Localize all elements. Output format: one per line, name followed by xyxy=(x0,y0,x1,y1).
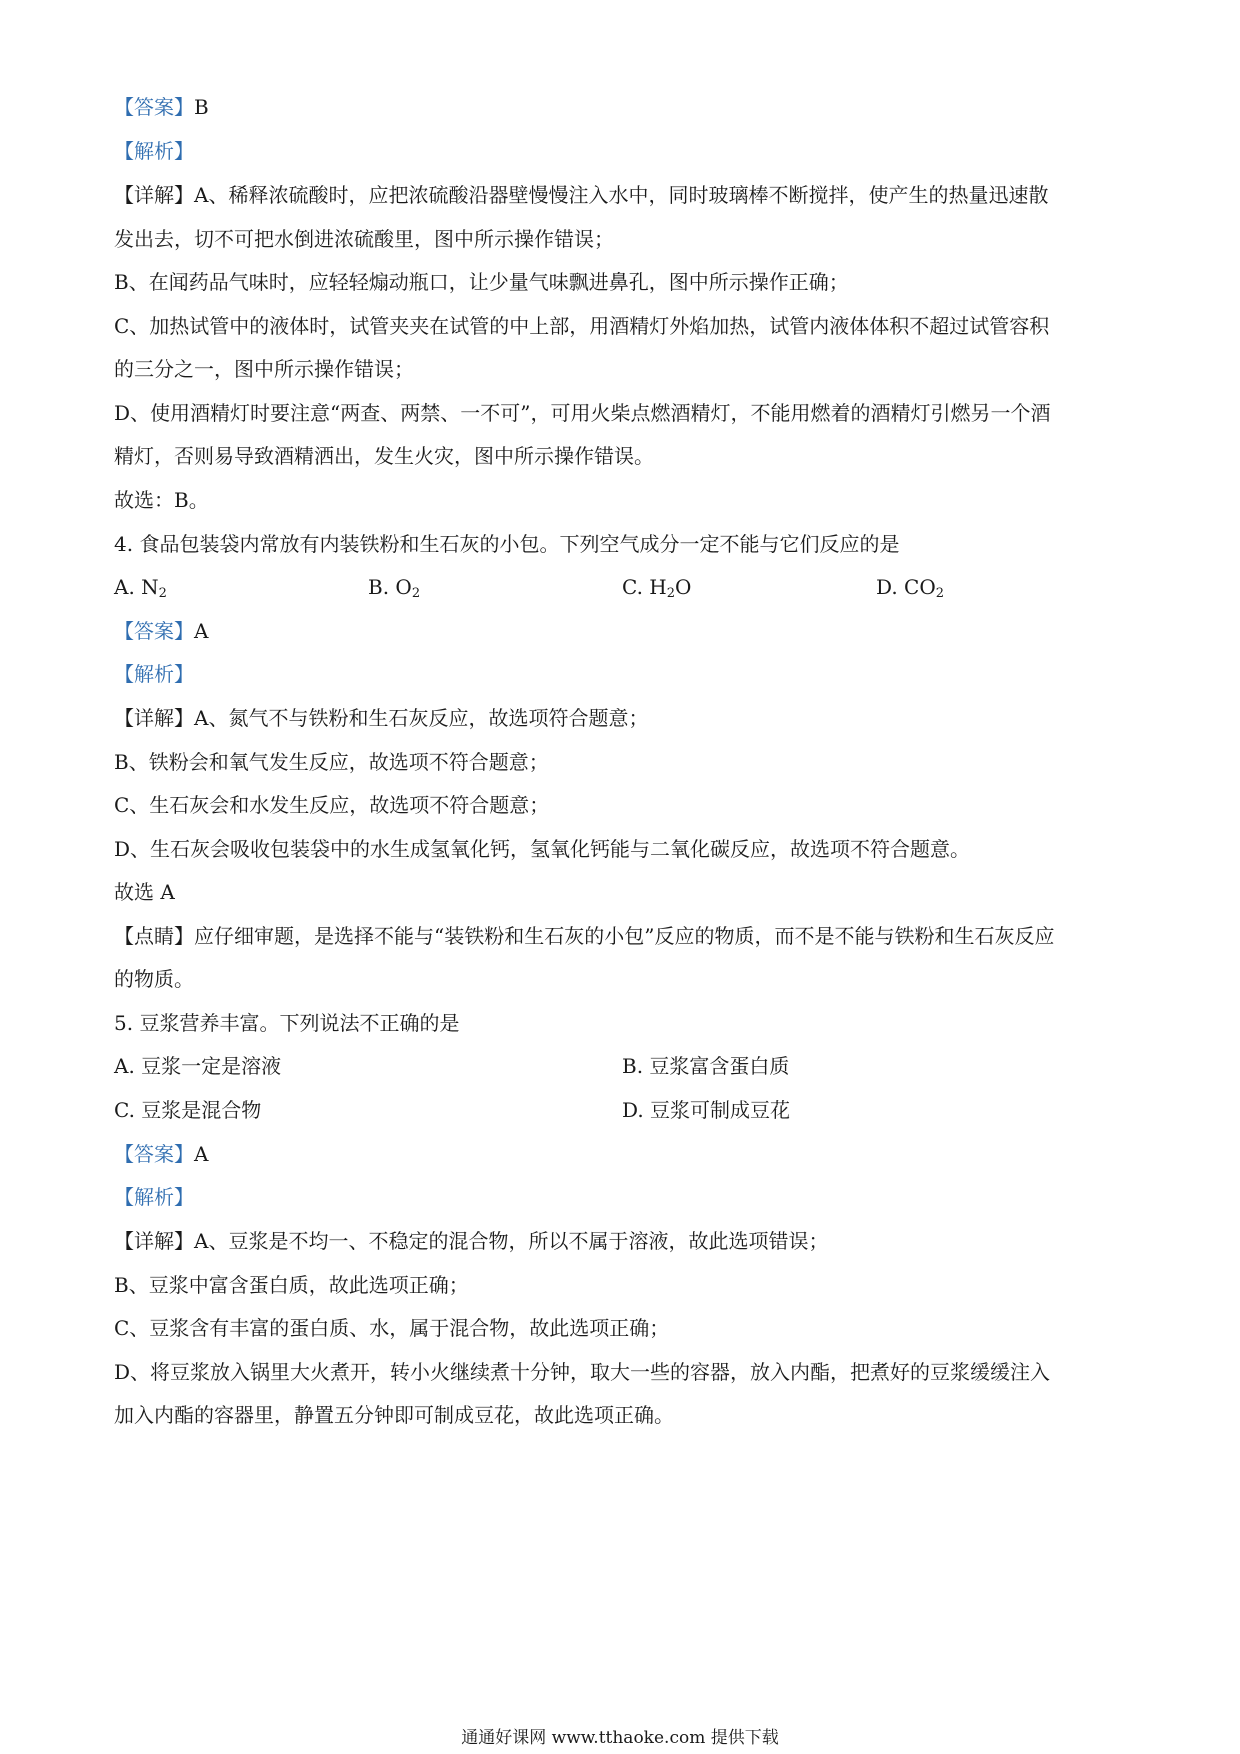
footer-source: 通通好课网 www.tthaoke.com 提供下载 xyxy=(461,1728,779,1748)
q5-detail-line: D、将豆浆放入锅里大火煮开，转小火继续煮十分钟，取大一些的容器，放入内酯，把煮好的豆浆缓缓注入 xyxy=(114,1360,1051,1384)
q3-detail-line: D、使用酒精灯时要注意“两查、两禁、一不可”，可用火柴点燃酒精灯，不能用燃着的酒精灯引燃另一个酒 xyxy=(114,401,1051,425)
q4-detail-line xyxy=(114,704,1130,732)
q4-answer-line xyxy=(114,617,1130,645)
q4-options xyxy=(114,573,1130,601)
q4-detail-line: B、铁粉会和氧气发生反应，故选项不符合题意； xyxy=(114,750,549,774)
answer-value: A xyxy=(194,619,209,643)
q3-detail-line: 精灯，否则易导致酒精洒出，发生火灾，图中所示操作错误。 xyxy=(114,444,654,468)
detail-text: A、豆浆是不均一、不稳定的混合物，所以不属于溶液，故此选项错误； xyxy=(194,1229,829,1253)
q4-conclusion: 故选 A xyxy=(114,880,175,904)
q5-detail-line xyxy=(114,1227,1130,1255)
q5-detail-line: C、豆浆含有丰富的蛋白质、水，属于混合物，故此选项正确； xyxy=(114,1316,670,1340)
q5-analysis-tag: 【解析】 xyxy=(114,1185,194,1209)
q3-detail-line: 的三分之一，图中所示操作错误； xyxy=(114,357,414,381)
q5-options-row-1 xyxy=(114,1052,1130,1080)
q3-answer-line xyxy=(114,93,1130,121)
q3-detail-line: 发出去，切不可把水倒进浓硫酸里，图中所示操作错误； xyxy=(114,227,614,251)
q4-option-d: D. $CO_2$ xyxy=(876,575,945,601)
answer-tag: 【答案】 xyxy=(114,1142,194,1166)
answer-value: A xyxy=(194,1142,209,1166)
q4-option-b: B. $O_2$ xyxy=(368,575,421,601)
q3-conclusion: 故选：B。 xyxy=(114,488,209,512)
q5-option-d: D. 豆浆可制成豆花 xyxy=(622,1098,791,1122)
detail-text: A、氮气不与铁粉和生石灰反应，故选项符合题意； xyxy=(194,706,649,730)
q3-detail-line: B、在闻药品气味时，应轻轻煽动瓶口，让少量气味飘进鼻孔，图中所示操作正确； xyxy=(114,270,849,294)
answer-tag: 【答案】 xyxy=(114,619,194,643)
q5-answer-line xyxy=(114,1140,1130,1168)
q5-options-row-2 xyxy=(114,1096,1130,1124)
q4-tip-line: 的物质。 xyxy=(114,967,194,991)
q4-option-a: A. $N_2$ xyxy=(114,575,167,601)
q5-stem: 5. 豆浆营养丰富。下列说法不正确的是 xyxy=(114,1011,460,1035)
tip-tag: 【点睛】 xyxy=(114,924,194,948)
detail-tag: 【详解】 xyxy=(114,706,194,730)
q4-detail-line: C、生石灰会和水发生反应，故选项不符合题意； xyxy=(114,793,550,817)
q4-stem: 4. 食品包装袋内常放有内装铁粉和生石灰的小包。下列空气成分一定不能与它们反应的是 xyxy=(114,532,900,556)
q5-option-c: C. 豆浆是混合物 xyxy=(114,1098,262,1122)
detail-tag: 【详解】 xyxy=(114,1229,194,1253)
q4-option-c: C. $H_2O$ xyxy=(622,575,692,601)
q5-detail-line: 加入内酯的容器里，静置五分钟即可制成豆花，故此选项正确。 xyxy=(114,1403,674,1427)
q4-analysis-tag: 【解析】 xyxy=(114,662,194,686)
q3-detail-line xyxy=(114,181,1130,209)
detail-tag: 【详解】 xyxy=(114,183,194,207)
answer-tag: 【答案】 xyxy=(114,95,194,119)
q3-analysis-tag: 【解析】 xyxy=(114,139,194,163)
q4-tip-line xyxy=(114,922,1130,950)
q5-option-b: B. 豆浆富含蛋白质 xyxy=(622,1054,790,1078)
tip-text: 应仔细审题，是选择不能与“装铁粉和生石灰的小包”反应的物质，而不是不能与铁粉和生石灰反应 xyxy=(194,924,1055,948)
answer-value: B xyxy=(194,95,209,119)
q4-detail-line: D、生石灰会吸收包装袋中的水生成氢氧化钙，氢氧化钙能与二氧化碳反应，故选项不符合题意。 xyxy=(114,837,971,861)
q3-detail-line: C、加热试管中的液体时，试管夹夹在试管的中上部，用酒精灯外焰加热，试管内液体体积不超过试管容积 xyxy=(114,314,1050,338)
detail-text: A、稀释浓硫酸时，应把浓硫酸沿器壁慢慢注入水中，同时玻璃棒不断搅拌，使产生的热量迅速散 xyxy=(194,183,1049,207)
q5-detail-line: B、豆浆中富含蛋白质，故此选项正确； xyxy=(114,1273,469,1297)
q5-option-a: A. 豆浆一定是溶液 xyxy=(114,1054,282,1078)
